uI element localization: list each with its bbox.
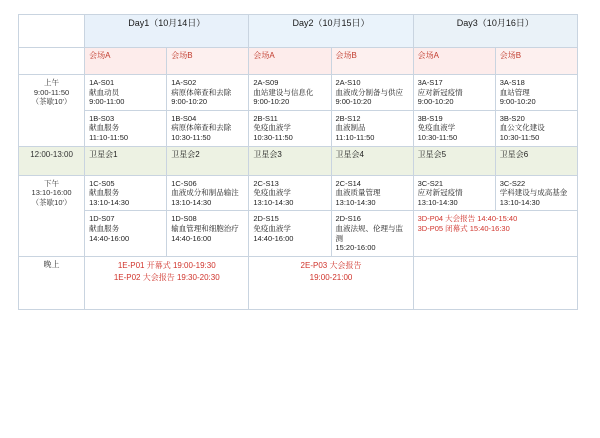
session-code: 2C-S14 xyxy=(335,178,361,188)
session-code: 1C-S06 xyxy=(171,178,197,188)
session-time: 11:10-11:50 xyxy=(89,132,129,142)
session-time: 13:10-14:30 xyxy=(499,197,540,207)
session-title: 血液成分制备与供应 xyxy=(335,87,403,97)
session-time: 14:40-16:00 xyxy=(89,233,130,243)
corner-cell-2 xyxy=(19,48,85,75)
day-header-row xyxy=(19,15,578,48)
hall-day3-b: 会场B xyxy=(495,48,577,75)
session-cell[interactable] xyxy=(167,75,249,111)
day-header-day3: Day3（10月16日） xyxy=(413,15,577,48)
day3-closing-line: 3D-P05 闭幕式 15:40-16:30 xyxy=(417,223,510,233)
session-time: 9:00-10:20 xyxy=(417,97,454,107)
session-code: 1B-S04 xyxy=(171,113,197,123)
session-time: 10:30-11:50 xyxy=(171,132,211,142)
evening-day1-cell[interactable] xyxy=(85,256,249,309)
session-title: 应对新冠疫情 xyxy=(417,188,463,198)
session-time: 9:00-11:00 xyxy=(89,97,125,107)
session-code: 1D-S07 xyxy=(89,214,115,224)
session-code: 3A-S18 xyxy=(499,78,525,87)
session-code: 3B-S20 xyxy=(499,113,525,123)
session-title: 献血服务 xyxy=(89,188,120,198)
morning-row-2 xyxy=(19,110,578,146)
evening-event-line: 2E-P03 大会报告 xyxy=(300,260,362,270)
session-cell[interactable] xyxy=(495,75,577,111)
session-code: 2C-S13 xyxy=(253,178,279,188)
session-code: 2D-S16 xyxy=(335,214,361,224)
session-time: 13:10-14:30 xyxy=(253,197,294,207)
session-time: 9:00-10:20 xyxy=(171,97,208,107)
session-code: 2D-S15 xyxy=(253,214,279,224)
satellite-session[interactable]: 卫星会2 xyxy=(167,146,249,175)
session-title: 病原体筛查和去除 xyxy=(171,123,232,133)
session-title: 血公文化建设 xyxy=(499,123,545,133)
session-cell[interactable] xyxy=(85,110,167,146)
day3-plenary-cell[interactable] xyxy=(413,211,577,256)
day3-plenary-line: 3D-P04 大会报告 14:40-15:40 xyxy=(417,214,518,224)
session-cell[interactable] xyxy=(331,110,413,146)
session-title: 血站建设与信息化 xyxy=(253,87,314,97)
session-cell[interactable] xyxy=(167,211,249,256)
session-cell[interactable] xyxy=(331,175,413,211)
session-cell[interactable] xyxy=(249,211,331,256)
session-title: 献血服务 xyxy=(89,223,120,233)
session-code: 2A-S09 xyxy=(253,78,279,87)
time-line: 上午 xyxy=(44,78,60,87)
time-line: 下午 xyxy=(44,178,60,188)
satellite-session[interactable]: 卫星会3 xyxy=(249,146,331,175)
session-title: 献血动员 xyxy=(89,87,120,97)
satellite-row xyxy=(19,146,578,175)
session-code: 1A-S02 xyxy=(171,78,197,87)
hall-day2-b: 会场B xyxy=(331,48,413,75)
morning-row xyxy=(19,75,578,111)
session-title: 血站管理 xyxy=(499,87,530,97)
time-slot-evening: 晚上 xyxy=(19,256,85,309)
session-code: 3C-S21 xyxy=(417,178,444,188)
session-time: 10:30-11:50 xyxy=(417,132,458,142)
session-title: 献血服务 xyxy=(89,123,120,133)
satellite-session[interactable]: 卫星会5 xyxy=(413,146,495,175)
afternoon-row-2 xyxy=(19,211,578,256)
session-title: 学科建设与成高基金 xyxy=(499,188,568,198)
day-header-day1: Day1（10月14日） xyxy=(85,15,249,48)
satellite-session[interactable]: 卫星会6 xyxy=(495,146,577,175)
session-time: 11:10-11:50 xyxy=(335,132,375,142)
afternoon-row xyxy=(19,175,578,211)
session-title: 输血管理和细胞治疗 xyxy=(171,223,239,233)
session-time: 9:00-10:20 xyxy=(253,97,290,107)
session-title: 血液制品 xyxy=(335,123,366,133)
corner-cell xyxy=(19,15,85,48)
session-time: 9:00-10:20 xyxy=(499,97,536,107)
session-cell[interactable] xyxy=(413,75,495,111)
session-code: 2B-S11 xyxy=(253,113,278,123)
evening-day3-cell xyxy=(413,256,577,309)
session-time: 9:00-10:20 xyxy=(335,97,372,107)
session-title: 血液法规、伦理与监测 xyxy=(335,223,403,243)
session-time: 14:40-16:00 xyxy=(171,233,212,243)
session-code: 1A-S01 xyxy=(89,78,115,87)
session-cell[interactable] xyxy=(249,175,331,211)
session-time: 10:30-11:50 xyxy=(253,132,293,142)
hall-day1-b: 会场B xyxy=(167,48,249,75)
satellite-session[interactable]: 卫星会4 xyxy=(331,146,413,175)
session-title: 免疫血液学 xyxy=(253,223,291,233)
session-code: 1D-S08 xyxy=(171,214,197,224)
hall-day2-a: 会场A xyxy=(249,48,331,75)
session-cell[interactable] xyxy=(85,175,167,211)
session-cell[interactable] xyxy=(167,110,249,146)
time-line: （茶歇10'） xyxy=(31,197,72,207)
session-title: 血液质量管理 xyxy=(335,188,381,198)
time-line: （茶歇10'） xyxy=(31,97,72,107)
session-time: 14:40-16:00 xyxy=(253,233,294,243)
session-code: 2B-S12 xyxy=(335,113,361,123)
session-cell[interactable] xyxy=(331,211,413,256)
evening-event-line: 19:00-21:00 xyxy=(309,272,353,282)
evening-day2-cell[interactable] xyxy=(249,256,413,309)
session-cell[interactable] xyxy=(495,110,577,146)
time-line: 13:10-16:00 xyxy=(31,188,72,198)
session-code: 1B-S03 xyxy=(89,113,115,123)
session-cell[interactable] xyxy=(85,211,167,256)
session-code: 3C-S22 xyxy=(499,178,526,188)
session-title: 病原体筛查和去除 xyxy=(171,87,232,97)
session-code: 2A-S10 xyxy=(335,78,361,87)
hall-day3-a: 会场A xyxy=(413,48,495,75)
session-cell[interactable] xyxy=(249,110,331,146)
conference-schedule-table xyxy=(18,14,578,310)
evening-row xyxy=(19,256,578,309)
time-slot-satellite: 12:00-13:00 xyxy=(19,146,85,175)
session-time: 15:20-16:00 xyxy=(335,243,376,253)
time-slot-afternoon xyxy=(19,175,85,256)
session-time: 13:10-14:30 xyxy=(89,197,130,207)
session-code: 1C-S05 xyxy=(89,178,115,188)
session-cell[interactable] xyxy=(167,175,249,211)
hall-header-row xyxy=(19,48,578,75)
session-title: 应对新冠疫情 xyxy=(417,87,463,97)
satellite-session[interactable]: 卫星会1 xyxy=(85,146,167,175)
session-cell[interactable] xyxy=(413,175,495,211)
session-cell[interactable] xyxy=(413,110,495,146)
session-cell[interactable] xyxy=(85,75,167,111)
session-time: 10:30-11:50 xyxy=(499,132,540,142)
session-cell[interactable] xyxy=(249,75,331,111)
session-code: 3B-S19 xyxy=(417,113,443,123)
session-time: 13:10-14:30 xyxy=(417,197,458,207)
time-slot-morning xyxy=(19,75,85,147)
session-title: 免疫血液学 xyxy=(253,123,291,133)
evening-event-line: 1E-P02 大会报告 19:30-20:30 xyxy=(113,272,220,282)
time-line: 9:00-11:50 xyxy=(33,87,70,97)
session-title: 免疫血液学 xyxy=(417,123,456,133)
session-title: 血液成分和制品输注 xyxy=(171,188,239,198)
session-cell[interactable] xyxy=(495,175,577,211)
day-header-day2: Day2（10月15日） xyxy=(249,15,413,48)
session-title: 免疫血液学 xyxy=(253,188,291,198)
evening-event-line: 1E-P01 开幕式 19:00-19:30 xyxy=(117,260,216,270)
session-time: 13:10-14:30 xyxy=(171,197,212,207)
hall-day1-a: 会场A xyxy=(85,48,167,75)
session-cell[interactable] xyxy=(331,75,413,111)
session-time: 13:10-14:30 xyxy=(335,197,376,207)
session-code: 3A-S17 xyxy=(417,78,443,87)
